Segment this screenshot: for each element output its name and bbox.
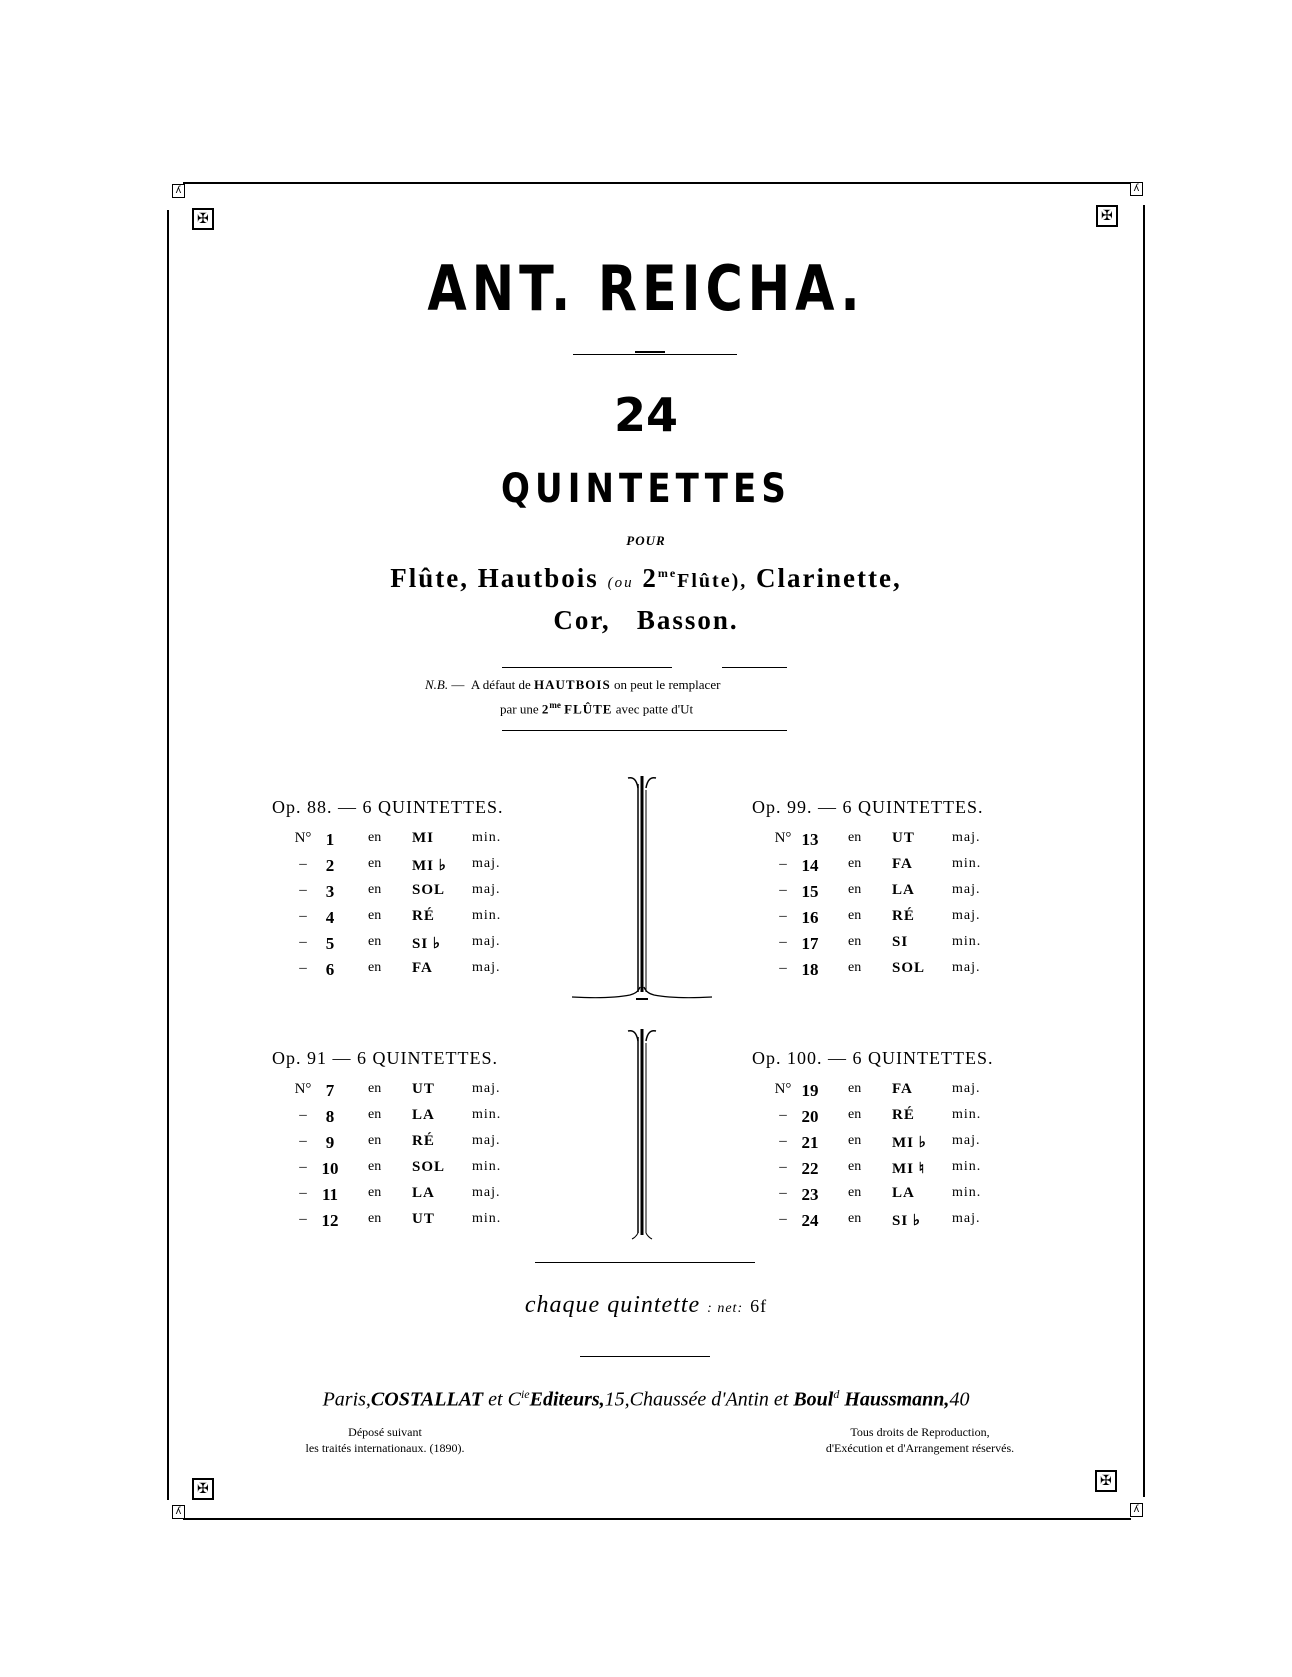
pour-label: POUR [626,533,666,548]
quintet-prefix: – [779,934,787,950]
quintet-mode: min. [472,830,502,845]
quintet-en: en [848,1133,862,1148]
quintet-number: 6 [325,960,335,979]
quintet-row [272,1159,562,1185]
quintet-key: LA [412,1185,435,1201]
quintet-key: UT [412,1081,435,1097]
instruments-b: Clarinette, [756,563,902,593]
opus-heading: Op. 99. — 6 QUINTETTES. [752,797,984,817]
quintet-prefix: – [299,908,307,924]
quintet-prefix: – [299,856,307,872]
quintet-prefix: – [779,1107,787,1123]
composer-title: ANT. REICHA. [427,252,865,325]
quintet-prefix: – [779,1211,787,1227]
note-line-1 [425,677,885,693]
quintet-count: 24 [613,388,678,442]
quintet-row [272,1107,562,1133]
quintet-key: MI [412,830,434,846]
quintet-prefix: – [779,856,787,872]
quintet-list [272,830,562,986]
quintet-key: SI ♭ [892,1213,922,1229]
quintet-number: 9 [325,1133,335,1152]
quintet-mode: maj. [472,882,501,897]
quintet-en: en [848,960,862,975]
opus-heading: Op. 100. — 6 QUINTETTES. [752,1048,994,1068]
quintet-mode: min. [952,1159,982,1174]
column-ornament-icon [622,770,662,1000]
publisher-d: d [833,1387,840,1401]
corner-ornament-icon: ✠ [1096,205,1118,227]
quintet-key: SOL [412,1159,446,1175]
quintet-en: en [368,856,382,871]
quintet-key: LA [892,882,915,898]
quintet-number: 7 [325,1081,335,1100]
legal-left-line-1: Déposé suivant [348,1425,422,1439]
note-me: me [549,700,561,710]
quintet-number: 5 [325,934,335,953]
quintet-row [272,830,562,856]
quintet-key: FA [892,1081,913,1097]
quintet-row [272,1081,562,1107]
price-amount: 6f [750,1296,768,1316]
quintet-mode: maj. [952,1211,981,1226]
quintet-en: en [368,1107,382,1122]
note-line-2 [500,700,880,717]
quintet-mode: min. [952,934,982,949]
quintet-en: en [368,882,382,897]
quintet-number: 14 [801,856,819,875]
note-text: A défaut de [470,677,531,692]
border-bottom [183,1518,1131,1520]
divider [535,1262,755,1263]
quintet-prefix: – [299,1185,307,1201]
quintet-number: 18 [801,960,819,979]
quintet-en: en [848,856,862,871]
quintet-row [752,1107,1042,1133]
corner-ornament-icon: ʎ [1130,1503,1143,1517]
opus-group-100 [752,1048,1042,1237]
quintet-prefix: – [779,1185,787,1201]
publisher-city: Paris, [322,1388,371,1411]
opus-group-99 [752,797,1042,986]
quintet-number: 1 [325,830,335,849]
corner-ornament-icon: ʎ [172,184,185,198]
quintet-list [752,1081,1042,1237]
quintet-prefix: – [299,1107,307,1123]
instruments-a: Flûte, Hautbois [390,563,599,593]
quintet-prefix: – [299,1211,307,1227]
quintet-key: LA [892,1185,915,1201]
quintet-number: 3 [325,882,335,901]
quintet-mode: maj. [952,882,981,897]
nb-label: N.B. [425,677,449,692]
note-deux: 2 [541,701,550,717]
quintet-prefix: – [779,882,787,898]
quintet-key: FA [412,960,433,976]
quintet-row [752,1081,1042,1107]
divider [573,354,737,355]
quintet-list [752,830,1042,986]
quintet-row [272,856,562,882]
quintet-prefix: – [779,1159,787,1175]
quintet-key: RÉ [892,1107,915,1123]
note-rule-top [502,667,672,668]
quintet-en: en [848,908,862,923]
quintet-key: RÉ [412,1133,435,1149]
quintet-mode: maj. [952,1133,981,1148]
quintet-key: SOL [892,960,926,976]
quintet-en: en [848,1081,862,1096]
quintet-en: en [368,1159,382,1174]
quintet-mode: maj. [952,1081,981,1096]
note-rule-bottom [502,730,787,731]
quintet-en: en [848,1185,862,1200]
corner-ornament-icon: ✠ [192,1478,214,1500]
note-flute: FLÛTE [564,701,613,717]
quintet-key: UT [412,1211,435,1227]
quintet-mode: min. [952,1107,982,1122]
publisher-haussmann: Haussmann, [844,1388,950,1411]
quintet-number: 21 [801,1133,819,1152]
ou-label: ou [614,575,634,591]
publisher-et: et C [488,1388,521,1411]
quintet-row [272,1211,562,1237]
quintet-mode: maj. [472,1081,501,1096]
quintet-number: 19 [801,1081,819,1100]
quintet-en: en [848,882,862,897]
opus-heading: Op. 88. — 6 QUINTETTES. [272,797,504,817]
paren-open: ( [607,575,615,591]
column-ornament-icon [622,1023,662,1241]
quintet-en: en [368,960,382,975]
price-text: chaque quintette [524,1292,701,1318]
quintet-list [272,1081,562,1237]
quintet-key: MI ♭ [892,1135,927,1151]
quintet-key: RÉ [892,908,915,924]
quintet-key: SI ♭ [412,936,442,952]
quintet-prefix: N° [294,1081,312,1097]
quintet-number: 20 [801,1107,819,1126]
quintet-en: en [368,908,382,923]
quintet-number: 23 [801,1185,819,1204]
quintet-number: 17 [801,934,819,953]
note-text: avec patte d'Ut [615,701,694,717]
quintet-mode: min. [472,1211,502,1226]
quintet-key: MI ♮ [892,1161,926,1177]
quintet-number: 12 [321,1211,339,1230]
work-title: QUINTETTES [501,466,791,512]
quintet-mode: maj. [472,856,501,871]
quintet-en: en [368,1211,382,1226]
nb-dash: — [451,677,465,692]
quintet-mode: maj. [952,830,981,845]
quintet-row [752,1185,1042,1211]
quintet-en: en [848,830,862,845]
quintet-number: 2 [325,856,335,875]
quintet-prefix: – [779,960,787,976]
legal-right-line-2: d'Exécution et d'Arrangement réservés. [825,1441,1015,1455]
quintet-en: en [848,1107,862,1122]
quintet-row [752,908,1042,934]
legal-left [250,1424,520,1456]
quintet-en: en [848,934,862,949]
quintet-number: 11 [321,1185,339,1204]
quintet-mode: min. [472,1159,502,1174]
corner-ornament-icon: ✠ [192,208,214,230]
quintet-row [272,882,562,908]
publisher-boul: Boul [793,1388,834,1411]
quintet-prefix: – [299,960,307,976]
quintet-prefix: – [779,908,787,924]
quintet-row [752,856,1042,882]
quintet-key: MI ♭ [412,858,447,874]
quintet-key: FA [892,856,913,872]
quintet-number: 8 [325,1107,335,1126]
quintet-row [752,960,1042,986]
quintet-row [272,934,562,960]
publisher-line [0,1387,1292,1412]
quintet-mode: min. [952,1185,982,1200]
quintet-number: 10 [321,1159,339,1178]
instruments-line-1 [0,563,1292,594]
quintet-row [752,934,1042,960]
column-base-flourish-icon [570,985,714,1005]
quintet-key: RÉ [412,908,435,924]
price-line [0,1292,1292,1319]
quintet-prefix: N° [774,1081,792,1097]
quintet-row [752,830,1042,856]
quintet-row [752,1211,1042,1237]
quintet-mode: maj. [952,908,981,923]
border-top [183,182,1131,184]
legal-left-line-2: les traités internationaux. (1890). [305,1441,465,1455]
quintet-mode: min. [952,856,982,871]
quintet-mode: maj. [472,1133,501,1148]
quintet-prefix: – [779,1133,787,1149]
quintet-mode: maj. [952,960,981,975]
deux: 2 [642,563,658,593]
quintet-prefix: – [299,882,307,898]
corner-ornament-icon: ʎ [1130,182,1143,196]
quintet-mode: min. [472,1107,502,1122]
legal-right [770,1424,1070,1456]
quintet-row [272,908,562,934]
quintet-row [272,1185,562,1211]
me-sup: me [657,566,678,580]
quintet-number: 24 [801,1211,819,1230]
quintet-en: en [368,830,382,845]
publisher-name: COSTALLAT [370,1388,484,1411]
quintet-number: 16 [801,908,819,927]
publisher-editeurs: Editeurs, [529,1388,605,1411]
quintet-en: en [368,1185,382,1200]
flute-alt: Flûte), [677,570,748,592]
opus-group-88 [272,797,562,986]
quintet-prefix: N° [774,830,792,846]
quintet-en: en [368,934,382,949]
opus-group-91 [272,1048,562,1237]
quintet-prefix: – [299,1133,307,1149]
quintet-en: en [848,1211,862,1226]
divider-ornament [635,351,665,353]
quintet-row [752,1133,1042,1159]
publisher-number: 40 [949,1388,970,1411]
quintet-number: 22 [801,1159,819,1178]
quintet-number: 4 [325,908,335,927]
quintet-row [752,882,1042,908]
publisher-ie: ie [520,1387,530,1401]
quintet-row [752,1159,1042,1185]
quintet-en: en [368,1081,382,1096]
opus-heading: Op. 91 — 6 QUINTETTES. [272,1048,498,1068]
quintet-key: SI [892,934,909,950]
quintet-key: LA [412,1107,435,1123]
quintet-en: en [848,1159,862,1174]
quintet-mode: maj. [472,1185,501,1200]
quintet-row [272,960,562,986]
quintet-number: 13 [801,830,819,849]
note-hautbois: HAUTBOIS [534,677,611,692]
quintet-number: 15 [801,882,819,901]
divider [580,1356,710,1357]
quintet-row [272,1133,562,1159]
quintet-mode: maj. [472,934,501,949]
publisher-address: 15,Chaussée d'Antin et [604,1388,789,1411]
quintet-prefix: – [299,1159,307,1175]
quintet-prefix: – [299,934,307,950]
instruments-line-2: Cor, Basson. [553,605,739,635]
quintet-key: SOL [412,882,446,898]
price-net: : net: [707,1301,744,1316]
quintet-mode: maj. [472,960,501,975]
corner-ornament-icon: ʎ [172,1505,185,1519]
note-text: on peut le remplacer [613,677,721,692]
note-text: par une [500,701,539,717]
note-rule-top [722,667,787,668]
quintet-prefix: N° [294,830,312,846]
corner-ornament-icon: ✠ [1095,1470,1117,1492]
quintet-en: en [368,1133,382,1148]
quintet-key: UT [892,830,915,846]
legal-right-line-1: Tous droits de Reproduction, [850,1425,990,1439]
quintet-mode: min. [472,908,502,923]
